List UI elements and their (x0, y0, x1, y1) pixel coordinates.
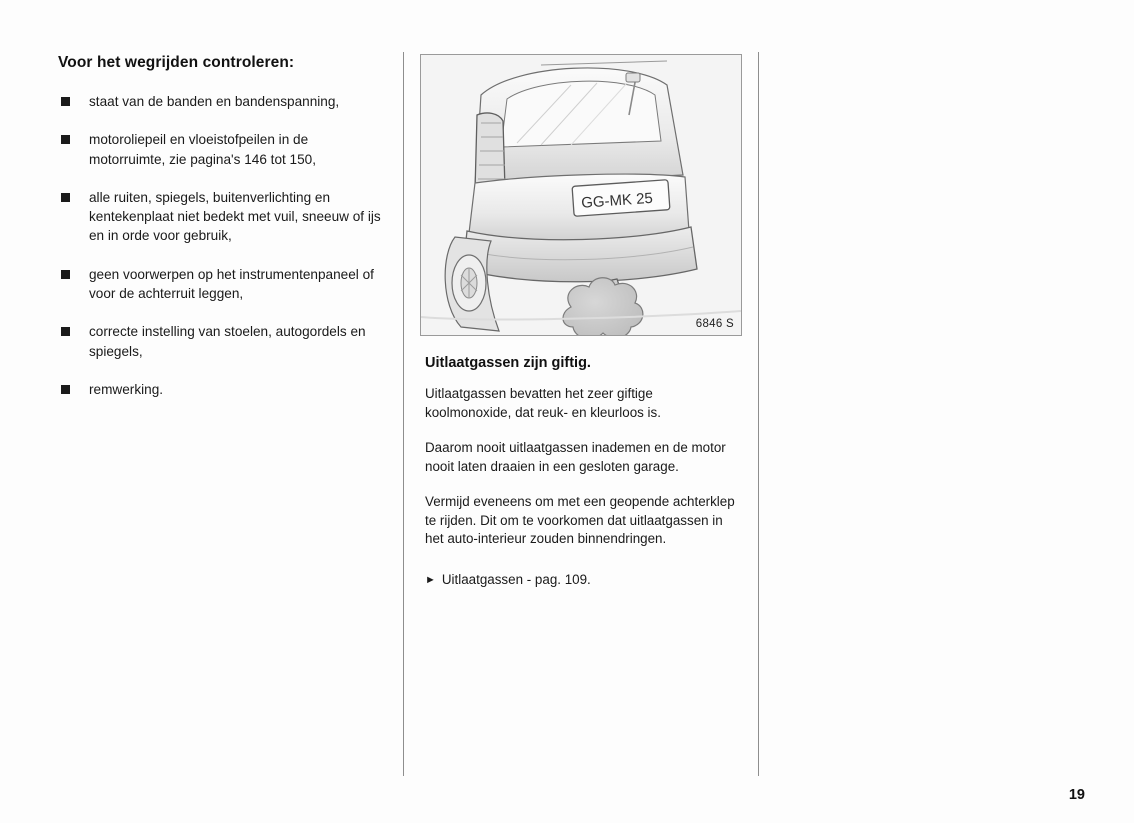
checklist (58, 92, 383, 399)
list-item-label: staat van de banden en bandenspanning, (89, 94, 340, 109)
list-item-label: geen voorwerpen op het instrumentenpaneel of voor de achterruit leggen, (89, 266, 374, 302)
list-item (58, 130, 383, 169)
list-item-label: alle ruiten, spiegels, buitenverlichting en kentekenplaat niet bedekt met vuil, sneeuw of ijs en in orde voor gebruik, (89, 189, 381, 244)
section-heading: Uitlaatgassen zijn giftig. (425, 355, 591, 371)
column-divider-left (403, 52, 404, 776)
left-column (58, 54, 383, 418)
bullet-square-icon (61, 193, 70, 202)
column-divider-right (758, 52, 759, 776)
list-item (58, 92, 383, 111)
list-item (58, 380, 383, 399)
bullet-square-icon (61, 97, 70, 106)
list-item (58, 322, 383, 361)
triangle-right-icon: ► (425, 573, 436, 586)
bullet-square-icon (61, 327, 70, 336)
paragraph: Vermijd eveneens om met een geopende achterklep te rijden. Dit om te voorkomen dat uitlaatgassen in het auto-interieur zouden binnendringen. (425, 494, 735, 546)
page-title: Voor het wegrijden controleren: (58, 54, 295, 71)
bullet-square-icon (61, 270, 70, 279)
middle-column (420, 54, 742, 589)
cross-reference (425, 571, 742, 590)
bullet-square-icon (61, 385, 70, 394)
list-item (58, 188, 383, 246)
paragraph: Daarom nooit uitlaatgassen inademen en de motor nooit laten draaien in een gesloten garage. (425, 440, 726, 474)
list-item-label: remwerking. (89, 381, 164, 397)
license-plate-text: GG-MK 25 (580, 189, 654, 212)
list-item-label: correcte instelling van stoelen, autogordels en spiegels, (89, 324, 366, 359)
car-rear-illustration (421, 55, 741, 335)
figure-exhaust-gases (420, 54, 742, 336)
bullet-square-icon (61, 135, 70, 144)
cross-reference-label: Uitlaatgassen - pag. 109. (441, 571, 591, 587)
page-number: 19 (1068, 787, 1085, 803)
paragraph: Uitlaatgassen bevatten het zeer giftige koolmonoxide, dat reuk- en kleurloos is. (425, 386, 661, 420)
list-item (58, 265, 383, 304)
list-item-label: motoroliepeil en vloeistofpeilen in de motorruimte, zie pagina's 146 tot 150, (89, 132, 317, 167)
figure-id-label: 6846 S (695, 318, 734, 330)
